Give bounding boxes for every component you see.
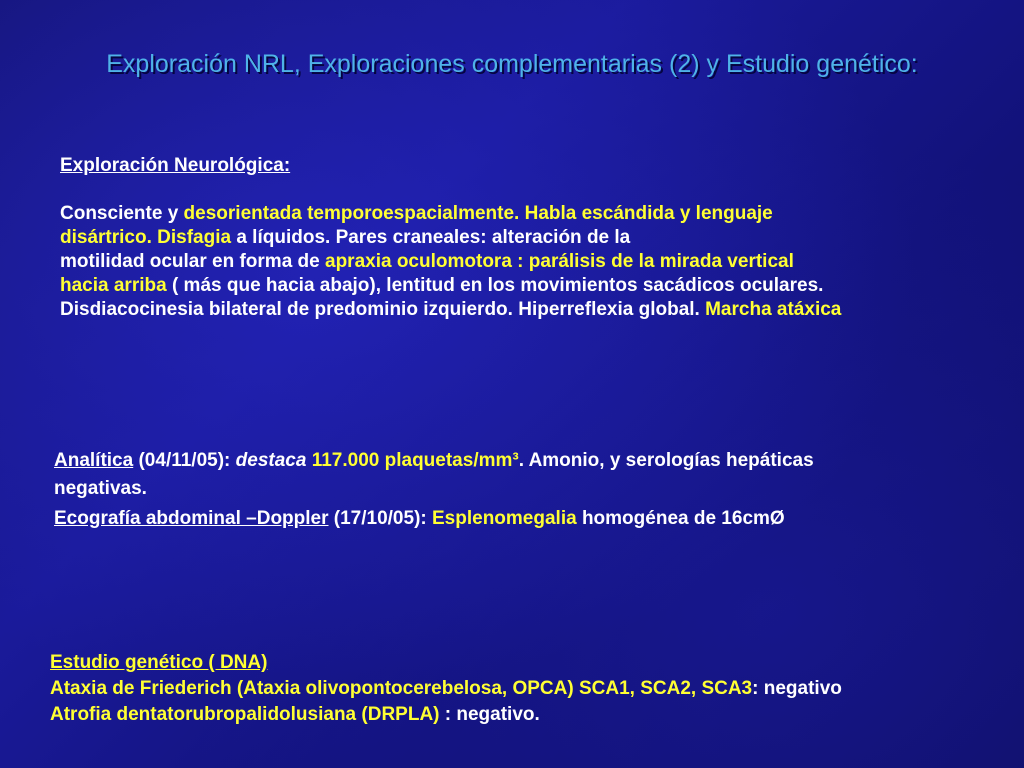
- genetic-line-1: [50, 676, 1020, 702]
- genetic-line-2: [50, 702, 1020, 728]
- analitica-label: Analítica: [54, 450, 134, 471]
- neuro-section: [60, 154, 1010, 322]
- analitica-line-1: [54, 447, 1014, 475]
- neuro-line-3: [60, 250, 1010, 274]
- analitica-destaca: destaca: [235, 450, 307, 471]
- genetic-section: [50, 650, 1020, 728]
- neuro-heading: Exploración Neurológica:: [60, 155, 291, 176]
- neuro-l2a: disártrico. Disfagia: [60, 227, 232, 248]
- neuro-line-5: [60, 298, 1010, 322]
- neuro-l2b: a líquidos. Pares craneales: alteración de la: [231, 227, 631, 248]
- eco-label: Ecografía abdominal –Doppler: [54, 508, 329, 529]
- neuro-l4b: ( más que hacia abajo), lentitud en los movimientos sacádicos oculares.: [166, 275, 824, 296]
- eco-rest: homogénea de 16cmØ: [576, 508, 785, 529]
- neuro-line-4: [60, 274, 1010, 298]
- analitica-rest: . Amonio, y serologías hepáticas: [518, 450, 814, 471]
- neuro-l1a: Consciente y: [60, 203, 184, 224]
- neuro-l1b: desorientada temporoespacialmente. Habla escándida y lenguaje: [183, 203, 773, 224]
- neuro-l3a: motilidad ocular en forma de: [60, 251, 325, 272]
- genetic-heading: Estudio genético ( DNA): [50, 652, 268, 673]
- eco-date: (17/10/05):: [328, 508, 432, 529]
- slide-title: Exploración NRL, Exploraciones complementarias (2) y Estudio genético:: [106, 50, 918, 78]
- neuro-line-2: [60, 226, 1010, 250]
- eco-finding: Esplenomegalia: [432, 508, 577, 529]
- neuro-l5a: Disdiacocinesia bilateral de predominio izquierdo. Hiperreflexia global.: [60, 299, 706, 320]
- analitica-value: 117.000 plaquetas/mm³: [311, 450, 519, 471]
- eco-line: [54, 505, 1014, 533]
- neuro-line-1: [60, 202, 1010, 226]
- genetic-l2b: : negativo.: [439, 704, 540, 725]
- analitica-line-2: negativas.: [54, 478, 147, 499]
- analitica-date: (04/11/05):: [133, 450, 236, 471]
- neuro-l4a: hacia arriba: [60, 275, 167, 296]
- neuro-l5b: Marcha atáxica: [705, 299, 842, 320]
- genetic-l1a: Ataxia de Friederich (Ataxia olivopontocerebelosa, OPCA) SCA1, SCA2, SCA3: [50, 678, 753, 699]
- analitica-section: [54, 447, 1014, 533]
- genetic-l1b: : negativo: [752, 678, 842, 699]
- genetic-l2a: Atrofia dentatorubropalidolusiana (DRPLA): [50, 704, 440, 725]
- neuro-l3b: apraxia oculomotora : parálisis de la mirada vertical: [325, 251, 794, 272]
